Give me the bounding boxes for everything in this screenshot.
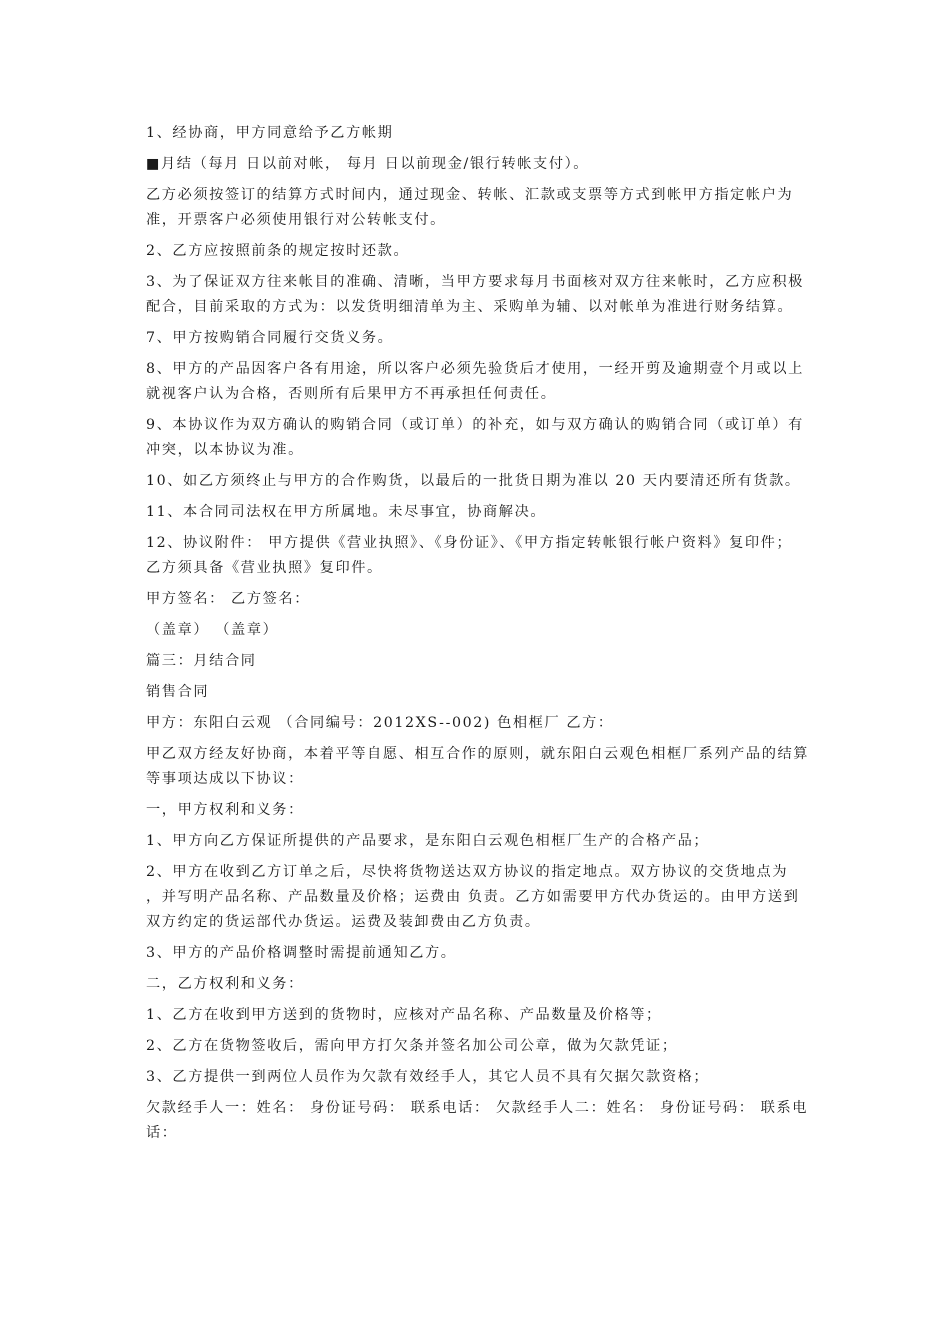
paragraph: 1、甲方向乙方保证所提供的产品要求，是东阳白云观色相框厂生产的合格产品； — [146, 833, 710, 849]
seal-line: （盖章） （盖章） — [146, 622, 279, 638]
contract-title: 销售合同 — [146, 684, 210, 700]
paragraph: 甲乙双方经友好协商，本着平等自愿、相互合作的原则，就东阳白云观色相框厂系列产品的结算等事项达成以下协议： — [146, 746, 810, 787]
subsection-heading: 一，甲方权利和义务： — [146, 802, 304, 818]
paragraph: 2、甲方在收到乙方订单之后，尽快将货物送达双方协议的指定地点。双方协议的交货地点为 ，并写明产品名称、产品数量及价格；运费由 负责。乙方如需要甲方代办货运的。由甲方送到双方约定的货运部代办货运。运费及装卸费由乙方负责。 — [146, 864, 800, 930]
paragraph: 1、经协商，甲方同意给予乙方帐期 — [146, 125, 394, 141]
paragraph: 10、如乙方须终止与甲方的合作购货，以最后的一批货日期为准以 20 天内要清还所有货款。 — [146, 473, 801, 489]
paragraph: ■月结（每月 日以前对帐， 每月 日以前现金/银行转帐支付）。 — [146, 156, 590, 172]
paragraph: 8、甲方的产品因客户各有用途，所以客户必须先验货后才使用，一经开剪及逾期壹个月或以上就视客户认为合格，否则所有后果甲方不再承担任何责任。 — [146, 361, 804, 402]
paragraph: 乙方必须按签订的结算方式时间内，通过现金、转帐、汇款或支票等方式到帐甲方指定帐户为准，开票客户必须使用银行对公转帐支付。 — [146, 187, 794, 228]
section-heading: 篇三：月结合同 — [146, 653, 257, 669]
paragraph: 7、甲方按购销合同履行交货义务。 — [146, 330, 394, 346]
document-body — [146, 121, 810, 1152]
paragraph: 9、本协议作为双方确认的购销合同（或订单）的补充，如与双方确认的购销合同（或订单）有冲突，以本协议为准。 — [146, 417, 804, 458]
paragraph: 3、为了保证双方往来帐目的准确、清晰，当甲方要求每月书面核对双方往来帐时，乙方应积极配合，目前采取的方式为：以发货明细清单为主、采购单为辅、以对帐单为准进行财务结算。 — [146, 274, 804, 315]
party-line: 甲方：东阳白云观 （合同编号：2012XS--002) 色相框厂 乙方： — [146, 715, 614, 731]
paragraph: 12、协议附件： 甲方提供《营业执照》、《身份证》、《甲方指定转帐银行帐户资料》复印件； 乙方须具备《营业执照》复印件。 — [146, 535, 793, 576]
paragraph: 2、乙方在货物签收后，需向甲方打欠条并签名加公司公章，做为欠款凭证； — [146, 1038, 678, 1054]
paragraph: 3、乙方提供一到两位人员作为欠款有效经手人，其它人员不具有欠据欠款资格； — [146, 1069, 710, 1085]
signature-line: 甲方签名： 乙方签名： — [146, 591, 310, 607]
paragraph: 欠款经手人一：姓名： 身份证号码： 联系电话： 欠款经手人二：姓名： 身份证号码： 联系电话： — [146, 1100, 809, 1141]
paragraph: 2、乙方应按照前条的规定按时还款。 — [146, 243, 410, 259]
paragraph: 1、乙方在收到甲方送到的货物时，应核对产品名称、产品数量及价格等； — [146, 1007, 662, 1023]
paragraph: 11、本合同司法权在甲方所属地。未尽事宜，协商解决。 — [146, 504, 547, 520]
paragraph: 3、甲方的产品价格调整时需提前通知乙方。 — [146, 945, 457, 961]
subsection-heading: 二，乙方权利和义务： — [146, 976, 304, 992]
